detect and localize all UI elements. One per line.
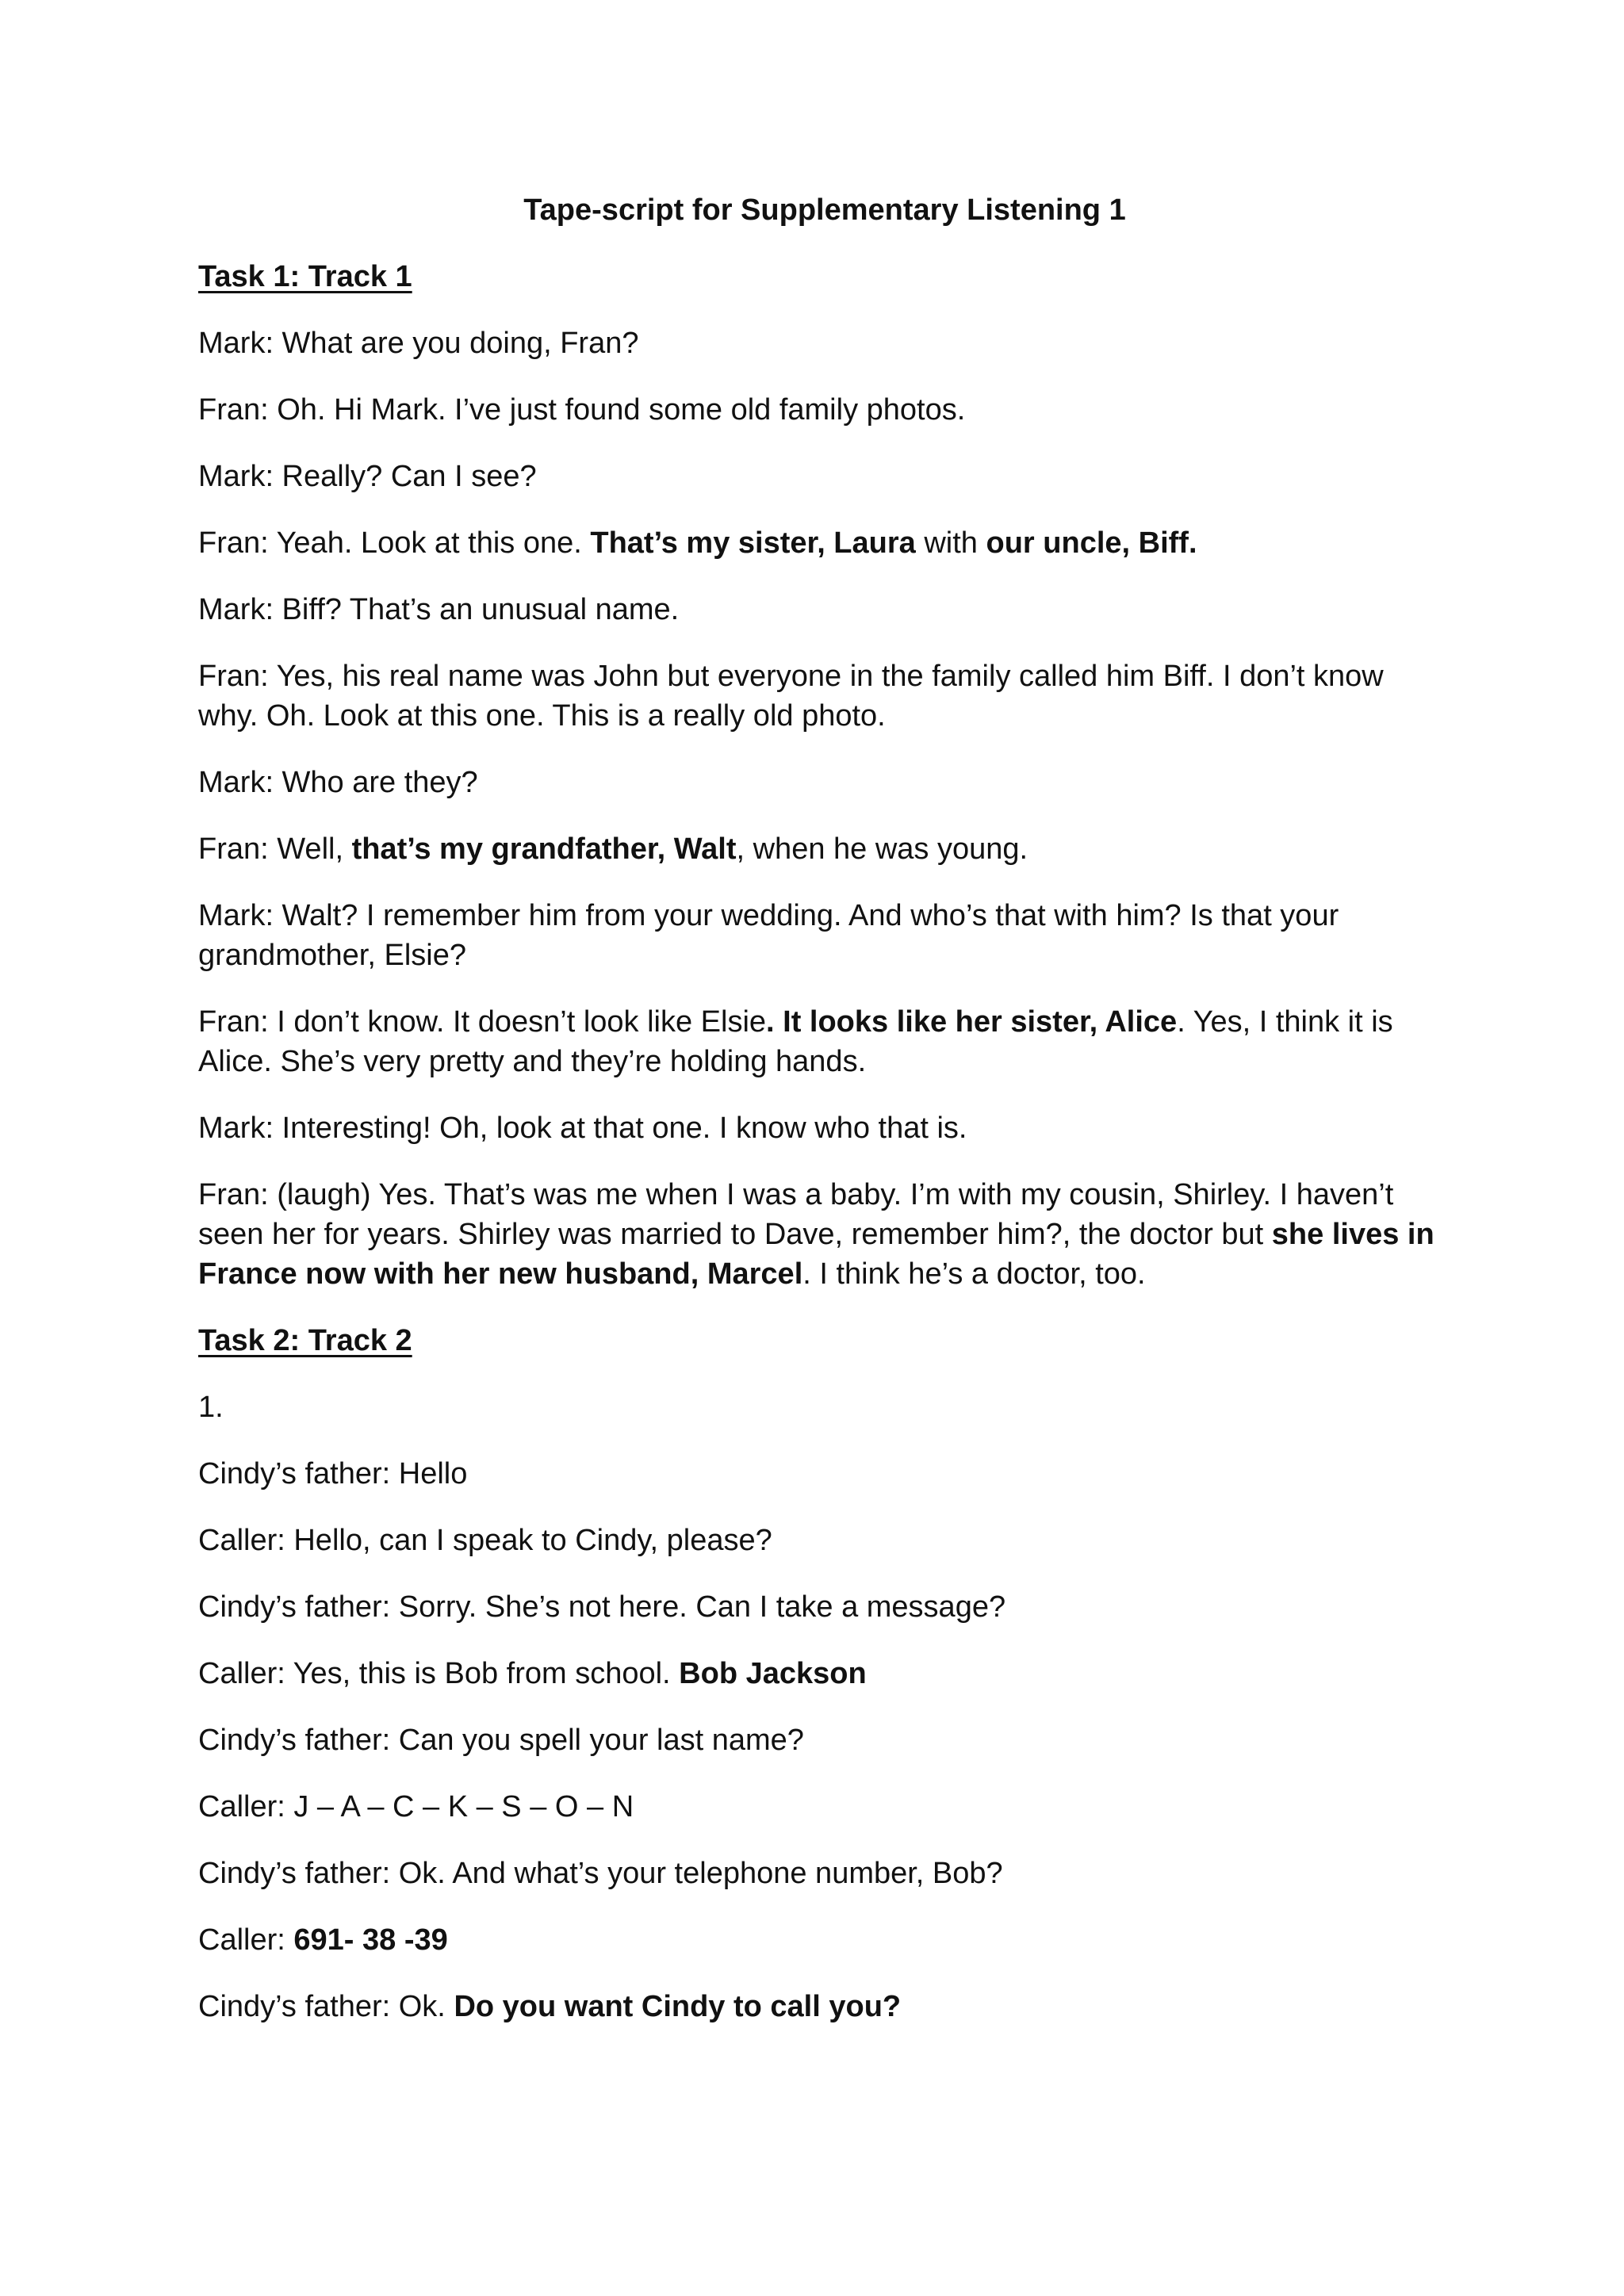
dialogue-line <box>198 896 1451 975</box>
document-page <box>198 190 1451 2053</box>
dialogue-text: Mark: Walt? I remember him from your wedding. And who’s that with him? Is that your grandmother, Elsie? <box>198 899 1339 972</box>
dialogue-line <box>198 763 1451 802</box>
dialogue-text: Fran: I don’t know. It doesn’t look like Elsie <box>198 1005 767 1039</box>
dialogue-text: Caller: J – A – C – K – S – O – N <box>198 1790 634 1823</box>
dialogue-text: Cindy’s father: Sorry. She’s not here. Can I take a message? <box>198 1590 1006 1624</box>
bold-answer-text: that’s my grandfather, Walt <box>351 832 737 866</box>
dialogue-text: Mark: What are you doing, Fran? <box>198 327 639 360</box>
bold-answer-text: That’s my sister, Laura <box>590 526 916 560</box>
dialogue-line <box>198 457 1451 496</box>
dialogue-text: Cindy’s father: Ok. And what’s your telephone number, Bob? <box>198 1857 1003 1890</box>
dialogue-text: Caller: Yes, this is Bob from school. <box>198 1657 680 1690</box>
dialogue-line <box>198 1587 1451 1627</box>
bold-answer-text: Do you want Cindy to call you? <box>454 1990 902 2023</box>
dialogue-line <box>198 323 1451 363</box>
task2-transcript <box>198 1387 1451 2026</box>
dialogue-line <box>198 1387 1451 1427</box>
dialogue-text: with <box>915 526 986 560</box>
task1-heading: Task 1: Track 1 <box>198 260 412 293</box>
dialogue-line <box>198 1454 1451 1494</box>
dialogue-text: 1. <box>198 1391 224 1424</box>
bold-answer-text: . It looks like her sister, Alice <box>766 1005 1178 1039</box>
dialogue-text: Fran: Well, <box>198 832 352 866</box>
dialogue-line <box>198 1521 1451 1560</box>
dialogue-line <box>198 1654 1451 1693</box>
dialogue-text: Cindy’s father: Ok. <box>198 1990 454 2023</box>
bold-answer-text: 691- 38 -39 <box>293 1923 448 1957</box>
bold-answer-text: our uncle, Biff. <box>986 526 1197 560</box>
dialogue-line <box>198 390 1451 430</box>
dialogue-line <box>198 1108 1451 1148</box>
dialogue-line <box>198 829 1451 869</box>
dialogue-line <box>198 1720 1451 1760</box>
dialogue-line <box>198 1787 1451 1827</box>
task2-heading: Task 2: Track 2 <box>198 1324 412 1357</box>
dialogue-text: Caller: <box>198 1923 294 1957</box>
dialogue-text: . Yes, I think it is Alice. She’s very pretty and they’re holding hands. <box>198 1005 1393 1078</box>
dialogue-text: Fran: Yes, his real name was John but everyone in the family called him Biff. I don’t know why. Oh. Look at this one. This is a really old photo. <box>198 660 1384 733</box>
dialogue-text: Fran: Yeah. Look at this one. <box>198 526 591 560</box>
dialogue-line <box>198 1987 1451 2026</box>
dialogue-text: Caller: Hello, can I speak to Cindy, please? <box>198 1524 772 1557</box>
dialogue-line <box>198 1175 1451 1294</box>
dialogue-line <box>198 1920 1451 1960</box>
dialogue-text: , when he was young. <box>736 832 1028 866</box>
bold-answer-text: she lives in France now with her new husband, Marcel <box>198 1218 1434 1291</box>
dialogue-text: Mark: Biff? That’s an unusual name. <box>198 593 680 626</box>
dialogue-text: Mark: Really? Can I see? <box>198 460 537 493</box>
dialogue-text: Cindy’s father: Hello <box>198 1457 468 1490</box>
dialogue-line <box>198 1002 1451 1081</box>
dialogue-line <box>198 523 1451 563</box>
dialogue-line <box>198 656 1451 736</box>
task1-transcript <box>198 323 1451 1294</box>
dialogue-text: Fran: (laugh) Yes. That’s was me when I was a baby. I’m with my cousin, Shirley. I haven’t seen her for years. Shirley was married to Dave, remember him?, the doctor but <box>198 1178 1394 1251</box>
dialogue-text: Mark: Who are they? <box>198 766 478 799</box>
dialogue-text: Mark: Interesting! Oh, look at that one. I know who that is. <box>198 1112 967 1145</box>
dialogue-text: Cindy’s father: Can you spell your last name? <box>198 1724 804 1757</box>
bold-answer-text: Bob Jackson <box>679 1657 867 1690</box>
dialogue-line <box>198 1854 1451 1893</box>
dialogue-line <box>198 590 1451 629</box>
dialogue-text: Fran: Oh. Hi Mark. I’ve just found some old family photos. <box>198 393 966 427</box>
dialogue-text: . I think he’s a doctor, too. <box>802 1257 1146 1291</box>
page-title: Tape-script for Supplementary Listening 1 <box>523 193 1126 227</box>
